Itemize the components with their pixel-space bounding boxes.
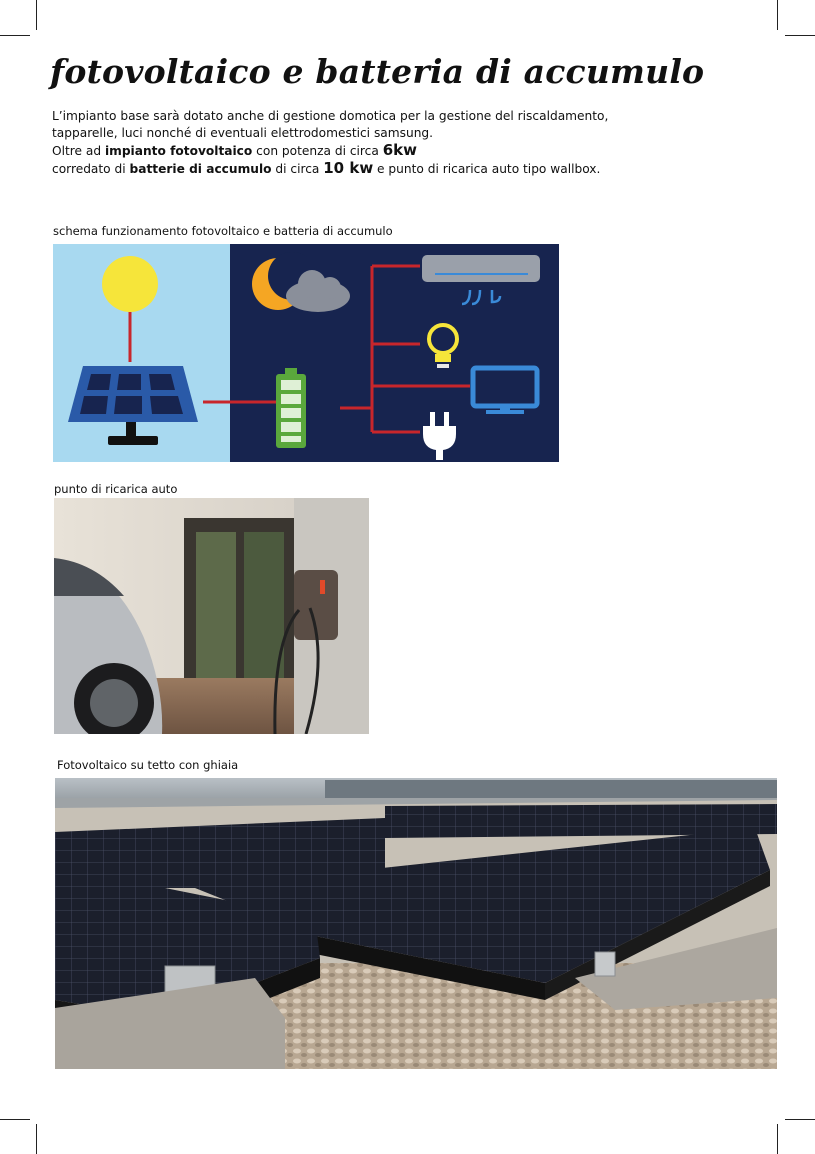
intro-text <box>52 108 752 178</box>
page-title: fotovoltaico e batteria di accumulo <box>50 52 705 91</box>
monitor-icon <box>473 368 537 414</box>
crop-mark <box>785 1119 815 1120</box>
text: Oltre ad <box>52 144 105 158</box>
air-conditioner-icon <box>422 255 540 304</box>
crop-mark <box>0 1119 30 1120</box>
charging-caption: punto di ricarica auto <box>54 482 178 496</box>
crop-mark <box>785 35 815 36</box>
plug-icon <box>423 412 456 460</box>
lightbulb-icon <box>429 325 457 368</box>
schema-day-panel <box>53 244 230 462</box>
battery-icon <box>276 368 306 448</box>
solar-panel-icon <box>68 366 198 445</box>
crop-mark <box>0 35 30 36</box>
sun-icon <box>102 256 158 312</box>
roof-caption: Fotovoltaico su tetto con ghiaia <box>57 758 239 772</box>
intro-line: tapparelle, luci nonché di eventuali elettrodomestici samsung. <box>52 126 434 140</box>
crop-mark <box>777 1124 778 1154</box>
roof-scene <box>55 778 777 1069</box>
crop-mark <box>777 0 778 30</box>
bold-text: batterie di accumulo <box>129 162 272 176</box>
schema-day-drawing <box>53 244 230 462</box>
roof-photo <box>55 778 777 1069</box>
intro-line: L’impianto base sarà dotato anche di gestione domotica per la gestione del riscaldamento, <box>52 109 609 123</box>
bold-text: impianto fotovoltaico <box>104 144 253 158</box>
intro-line <box>52 160 752 178</box>
schema-night-panel <box>230 244 559 462</box>
text: e punto di ricarica auto tipo wallbox. <box>373 162 601 176</box>
moon-cloud-icon <box>252 252 350 312</box>
intro-line <box>52 142 752 160</box>
text: con potenza di circa <box>252 144 383 158</box>
crop-mark <box>36 0 37 30</box>
power-value: 6kw <box>382 141 417 159</box>
charging-photo <box>54 498 369 734</box>
text: di circa <box>271 162 324 176</box>
crop-mark <box>36 1124 37 1154</box>
charging-scene <box>54 498 369 734</box>
schema-night-drawing <box>230 244 559 462</box>
schema-caption: schema funzionamento fotovoltaico e batteria di accumulo <box>53 224 393 238</box>
text: corredato di <box>52 162 130 176</box>
battery-value: 10 kw <box>323 159 374 177</box>
